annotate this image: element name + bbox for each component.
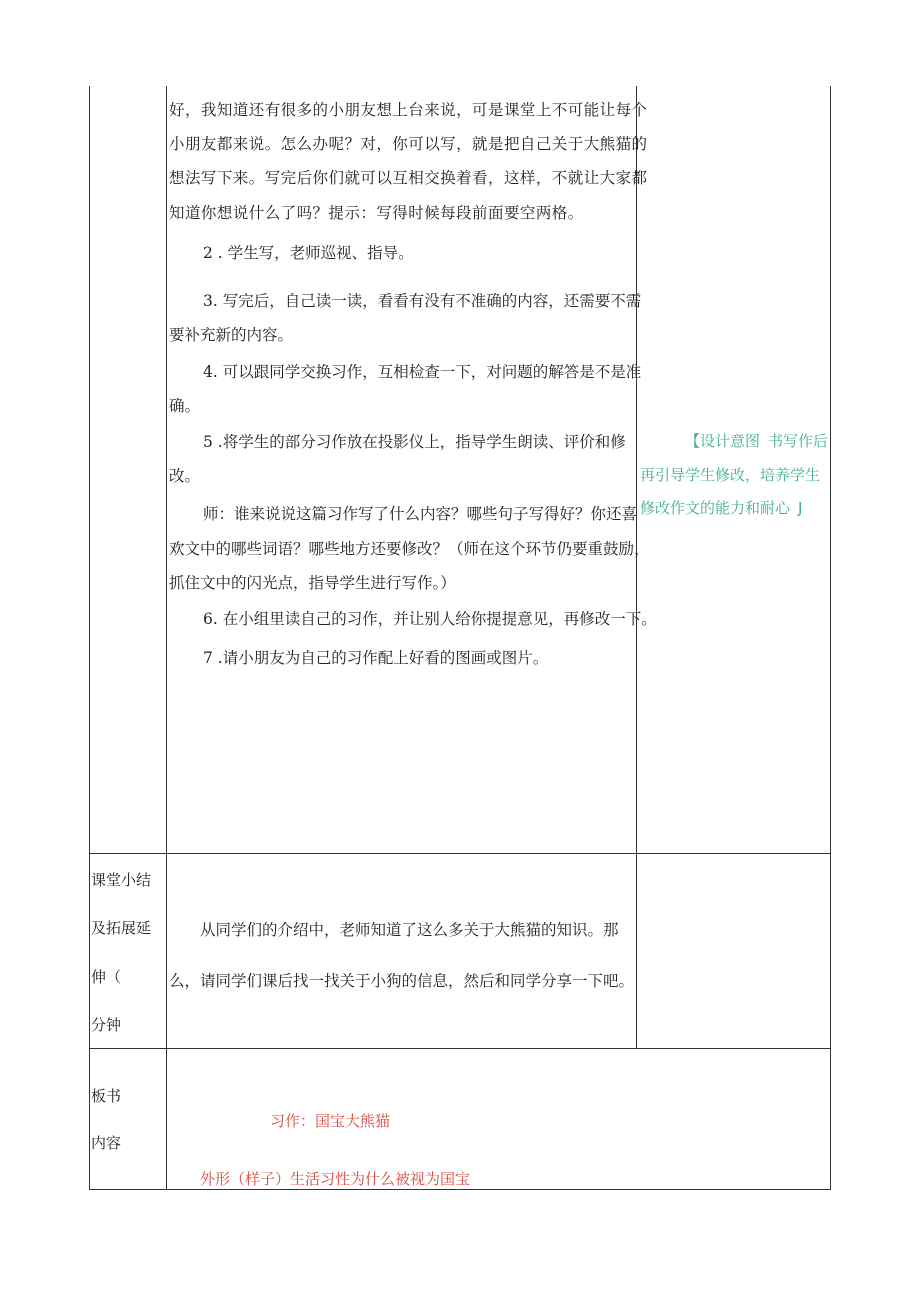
board-subtitle: 外形（样子）生活习性为什么被视为国宝: [200, 1170, 471, 1188]
summary-label-line-4: 分钟: [91, 1016, 122, 1034]
intro-line-1: 好，我知道还有很多的小朋友想上台来说，可是课堂上不可能让每个: [169, 101, 648, 119]
design-note-line-2: 再引导学生修改，培养学生: [640, 466, 821, 484]
summary-label-line-2: 及拓展延: [91, 919, 152, 937]
table-col-divider-1: [166, 86, 167, 1190]
table-right-border: [830, 86, 831, 1190]
table-col-divider-2: [636, 86, 637, 1049]
intro-line-3: 想法写下来。写完后你们就可以互相交换着看，这样，不就让大家都: [169, 169, 648, 187]
summary-text-line-1: 从同学们的介绍中，老师知道了这么多关于大熊猫的知识。那: [200, 921, 619, 939]
intro-line-4: 知道你想说什么了吗？提示：写得时候每段前面要空两格。: [169, 204, 584, 222]
board-label-line-1: 板书: [91, 1087, 122, 1105]
step-3-line-1: 3. 写完后，自己读一读，看看有没有不准确的内容，还需要不需: [203, 292, 642, 310]
table-left-border: [89, 86, 90, 1190]
step-5-line-2: 改。: [169, 467, 201, 485]
table-row-divider-2: [89, 1048, 831, 1049]
teacher-line-3: 抓住文中的闪光点，指导学生进行写作。）: [169, 574, 456, 592]
board-title: 习作：国宝大熊猫: [270, 1112, 391, 1130]
summary-label-line-1: 课堂小结: [91, 871, 152, 889]
step-7: 7 .请小朋友为自己的习作配上好看的图画或图片。: [203, 649, 549, 667]
summary-label-line-3: 伸（: [91, 968, 122, 986]
step-4-line-2: 确。: [169, 397, 201, 415]
teacher-line-2: 欢文中的哪些词语？哪些地方还要修改？（师在这个环节仍要重鼓励，: [169, 540, 650, 558]
step-2: 2 . 学生写，老师巡视、指导。: [203, 244, 414, 262]
summary-text-line-2: 么，请同学们课后找一找关于小狗的信息，然后和同学分享一下吧。: [169, 972, 635, 990]
design-note-line-3b: J: [798, 499, 803, 517]
design-note-line-3a: 修改作文的能力和耐心: [640, 499, 791, 517]
step-3-line-2: 要补充新的内容。: [169, 326, 294, 344]
step-5-line-1: 5 .将学生的部分习作放在投影仪上，指导学生朗读、评价和修: [203, 433, 626, 451]
step-6: 6. 在小组里读自己的习作，并让别人给你提提意见，再修改一下。: [203, 610, 657, 628]
design-note-line-1a: 【设计意图: [685, 432, 761, 450]
teacher-line-1: 师：谁来说说这篇习作写了什么内容？哪些句子写得好？你还喜: [203, 505, 638, 523]
step-4-line-1: 4. 可以跟同学交换习作，互相检查一下，对问题的解答是不是准: [203, 363, 642, 381]
board-label-line-2: 内容: [91, 1134, 122, 1152]
design-note-line-1b: 书写作后: [768, 432, 829, 450]
intro-line-2: 小朋友都来说。怎么办呢？对，你可以写，就是把自己关于大熊猫的: [169, 135, 648, 153]
table-row-divider-1: [89, 853, 831, 854]
